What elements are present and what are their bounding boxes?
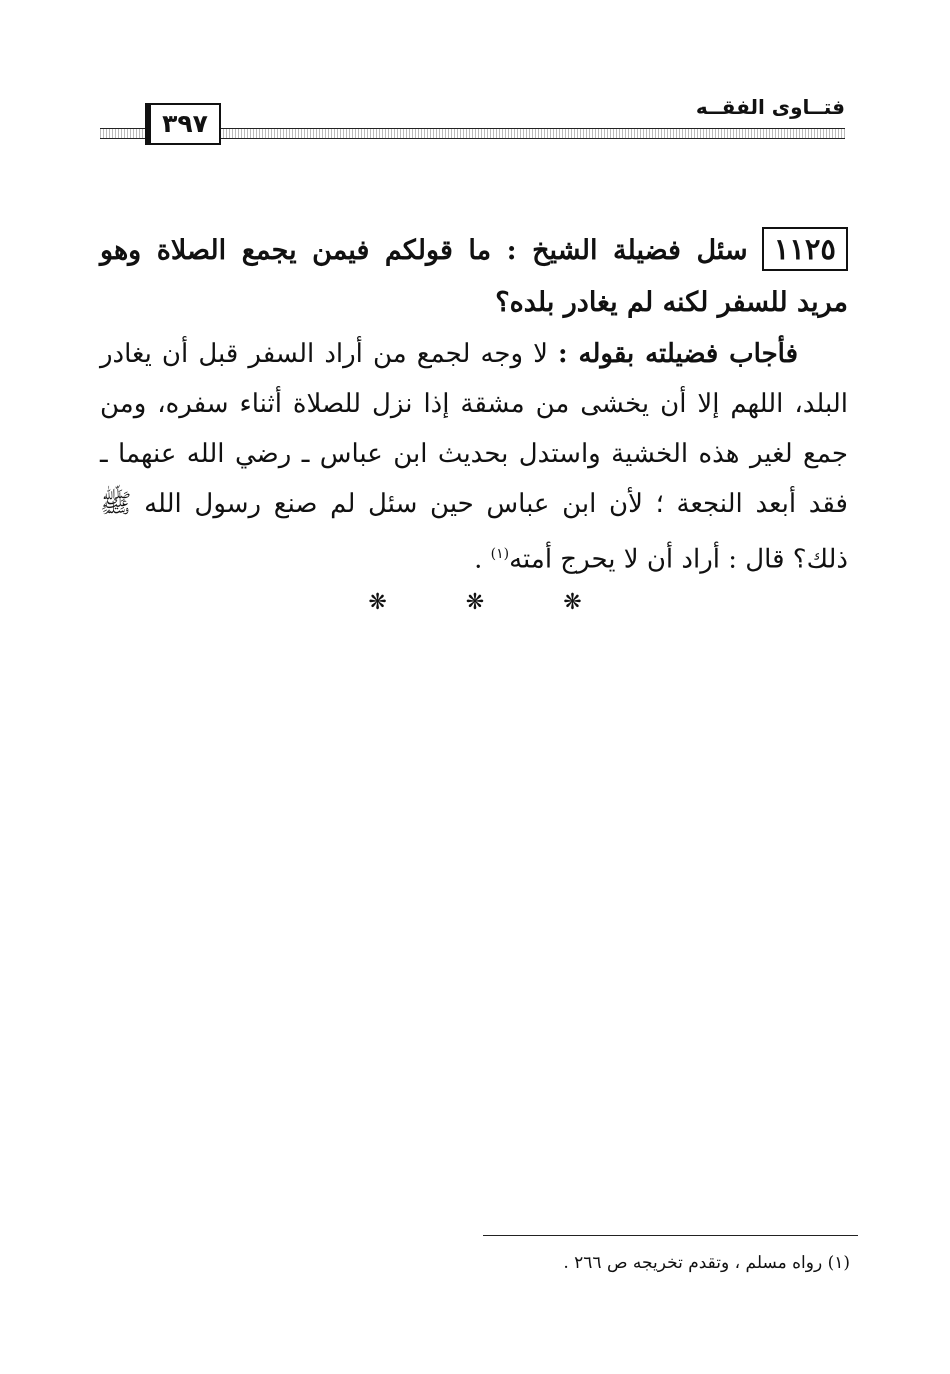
footnote: (١) رواه مسلم ، وتقدم تخريجه ص ٢٦٦ . [563, 1253, 850, 1273]
answer-body: لا وجه لجمع من أراد السفر قبل أن يغادر البلد، اللهم إلا أن يخشى من مشقة إذا نزل للصلاة أثناء سفره، ومن جمع لغير هذه الخشية واستدل بحديث ابن عباس ـ رضي الله عنهما ـ فقد أبعد النجعة ؛ لأن ابن عباس حين سئل لم صنع رسول الله ﷺ ذلك؟ قال : أراد أن لا يحرج أمته [100, 339, 848, 575]
answer-end: . [474, 544, 491, 575]
answer-lead: فأجاب فضيلته بقوله : [558, 339, 798, 369]
book-title: فتــاوى الفقــه [695, 95, 845, 119]
fatwa-content [100, 225, 848, 585]
footnote-rule [483, 1235, 858, 1236]
footnote-reference[interactable]: (١) [490, 546, 510, 562]
question-number: ١١٢٥ [762, 227, 848, 271]
page-number: ٣٩٧ [145, 103, 221, 145]
page-header [100, 95, 845, 147]
section-separator: ❋ ❋ ❋ [368, 590, 618, 615]
question [100, 225, 848, 329]
answer [100, 329, 848, 585]
question-text: سئل فضيلة الشيخ : ما قولكم فيمن يجمع الصلاة وهو مريد للسفر لكنه لم يغادر بلده؟ [100, 235, 848, 318]
